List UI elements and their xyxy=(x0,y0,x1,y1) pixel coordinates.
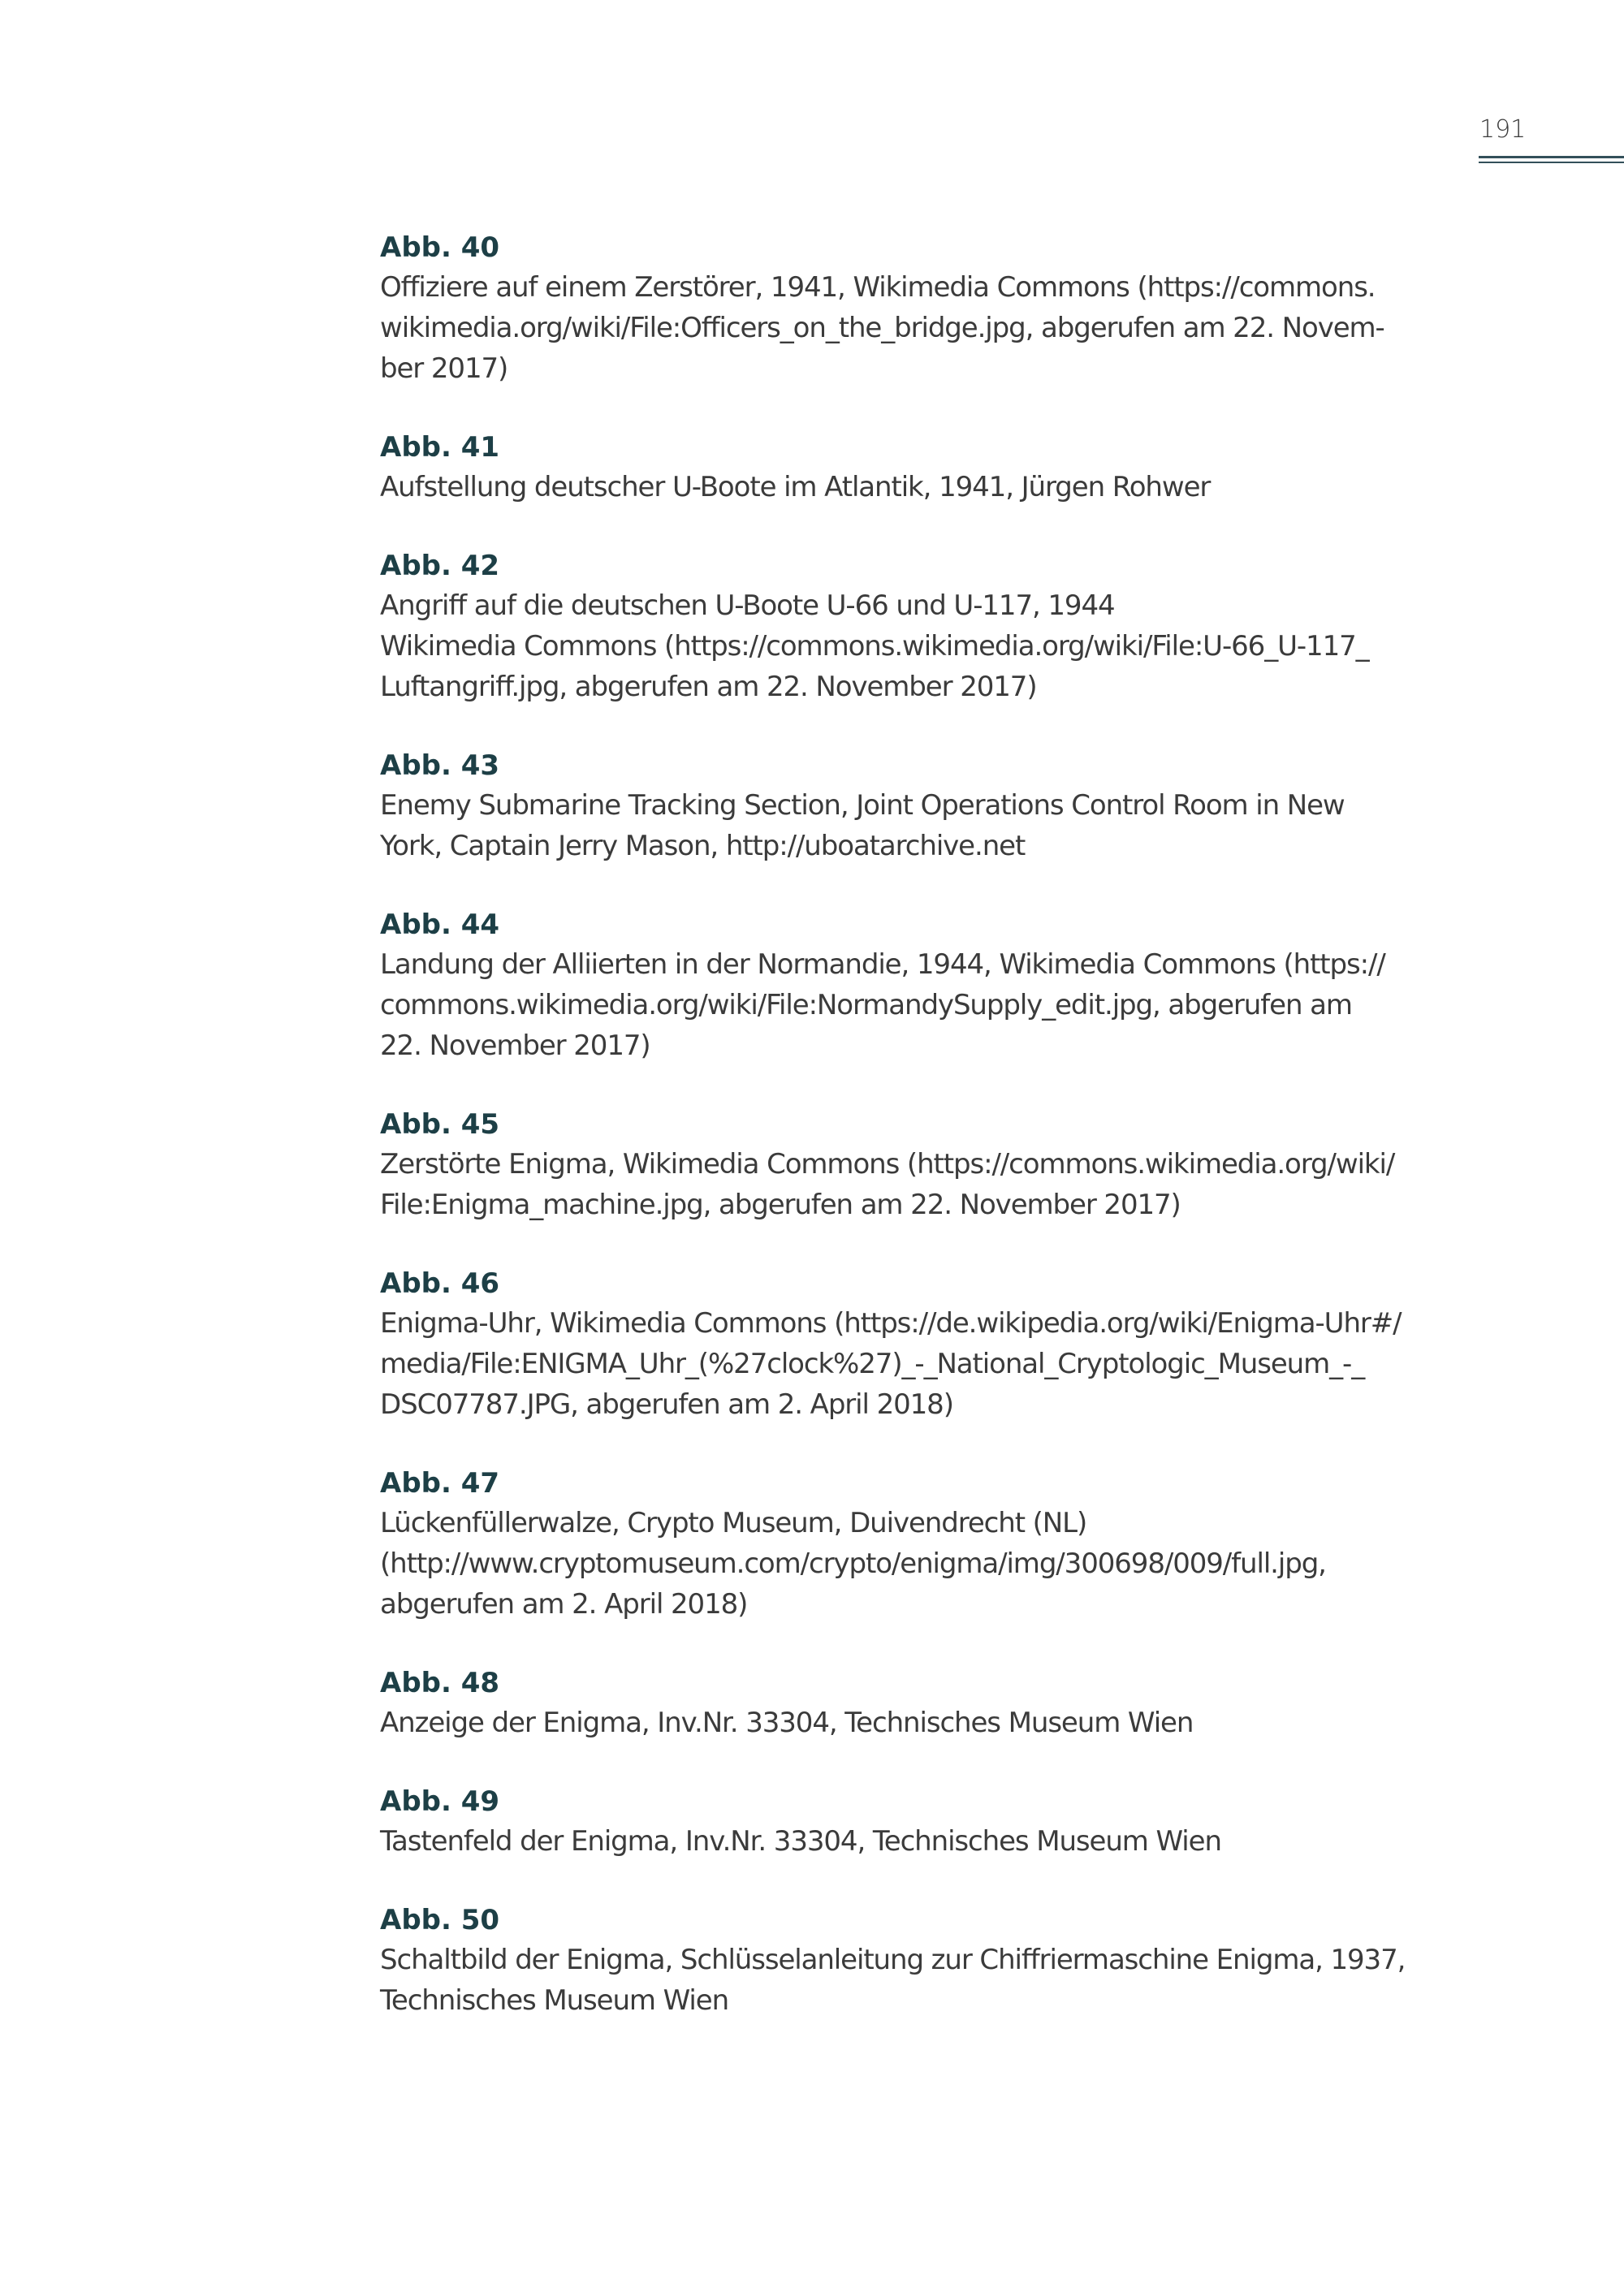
figure-label: Abb. 45 xyxy=(380,1108,500,1141)
figure-credit-entry xyxy=(380,1902,1452,2021)
figure-credit-text xyxy=(380,1303,1452,1425)
page-number: 191 xyxy=(1479,115,1527,144)
figure-credit-text xyxy=(380,1144,1452,1225)
figure-credit-entry xyxy=(380,1465,1452,1625)
figure-credit-entry xyxy=(380,748,1452,866)
figure-label: Abb. 41 xyxy=(380,431,500,464)
figure-label: Abb. 49 xyxy=(380,1785,500,1818)
credit-line: wikimedia.org/wiki/File:Officers_on_the_bridge.jpg, abgerufen am 22. Novem- xyxy=(380,312,1384,344)
figure-credit-text xyxy=(380,585,1452,707)
credit-line: abgerufen am 2. April 2018) xyxy=(380,1588,748,1621)
credit-line: Landung der Alliierten in der Normandie, 1944, Wikimedia Commons (https:// xyxy=(380,948,1385,981)
figure-credit-text xyxy=(380,1821,1452,1862)
credit-line: Enigma-Uhr, Wikimedia Commons (https://de.wikipedia.org/wiki/Enigma-Uhr#/ xyxy=(380,1307,1402,1340)
figure-credit-text xyxy=(380,267,1452,389)
figure-label: Abb. 43 xyxy=(380,749,500,782)
credit-line: Zerstörte Enigma, Wikimedia Commons (https://commons.wikimedia.org/wiki/ xyxy=(380,1148,1395,1181)
figure-credit-text xyxy=(380,467,1452,507)
figure-label: Abb. 50 xyxy=(380,1904,500,1936)
credit-line: York, Captain Jerry Mason, http://uboatarchive.net xyxy=(380,830,1026,862)
credit-line: Luftangriff.jpg, abgerufen am 22. November 2017) xyxy=(380,671,1037,703)
credit-line: (http://www.cryptomuseum.com/crypto/enigma/img/300698/009/full.jpg, xyxy=(380,1547,1326,1580)
figure-credits-list xyxy=(380,230,1452,2061)
figure-label: Abb. 46 xyxy=(380,1267,500,1300)
figure-credit-entry xyxy=(380,1784,1452,1862)
figure-credit-entry xyxy=(380,1665,1452,1743)
figure-credit-entry xyxy=(380,1107,1452,1225)
figure-credit-text xyxy=(380,1940,1452,2021)
figure-credit-text xyxy=(380,785,1452,866)
figure-label: Abb. 42 xyxy=(380,550,500,582)
credit-line: 22. November 2017) xyxy=(380,1029,650,1062)
credit-line: Anzeige der Enigma, Inv.Nr. 33304, Technisches Museum Wien xyxy=(380,1707,1194,1739)
figure-label: Abb. 44 xyxy=(380,909,500,941)
header-rule xyxy=(1479,156,1624,158)
figure-label: Abb. 48 xyxy=(380,1667,500,1699)
figure-label: Abb. 40 xyxy=(380,231,500,264)
header-rule-secondary xyxy=(1479,162,1624,163)
figure-credit-entry xyxy=(380,548,1452,707)
figure-credit-text xyxy=(380,944,1452,1066)
figure-credit-entry xyxy=(380,230,1452,389)
credit-line: commons.wikimedia.org/wiki/File:NormandySupply_edit.jpg, abgerufen am xyxy=(380,989,1352,1021)
figure-credit-text xyxy=(380,1703,1452,1743)
figure-credit-text xyxy=(380,1503,1452,1625)
credit-line: Wikimedia Commons (https://commons.wikimedia.org/wiki/File:U-66_U-117_ xyxy=(380,630,1369,663)
credit-line: Lückenfüllerwalze, Crypto Museum, Duivendrecht (NL) xyxy=(380,1507,1087,1539)
credit-line: ber 2017) xyxy=(380,352,508,385)
figure-credit-entry xyxy=(380,1266,1452,1425)
credit-line: Aufstellung deutscher U-Boote im Atlantik, 1941, Jürgen Rohwer xyxy=(380,471,1211,503)
figure-credit-entry xyxy=(380,429,1452,507)
credit-line: Technisches Museum Wien xyxy=(380,1984,729,2017)
credit-line: File:Enigma_machine.jpg, abgerufen am 22. November 2017) xyxy=(380,1189,1181,1221)
credit-line: media/File:ENIGMA_Uhr_(%27clock%27)_-_National_Cryptologic_Museum_-_ xyxy=(380,1348,1365,1380)
credit-line: Offiziere auf einem Zerstörer, 1941, Wikimedia Commons (https://commons. xyxy=(380,271,1376,304)
credit-line: Tastenfeld der Enigma, Inv.Nr. 33304, Technisches Museum Wien xyxy=(380,1825,1221,1858)
credit-line: Enemy Submarine Tracking Section, Joint Operations Control Room in New xyxy=(380,789,1345,822)
credit-line: Angriff auf die deutschen U-Boote U-66 und U-117, 1944 xyxy=(380,589,1115,622)
credit-line: Schaltbild der Enigma, Schlüsselanleitung zur Chiffriermaschine Enigma, 1937, xyxy=(380,1944,1406,1976)
credit-line: DSC07787.JPG, abgerufen am 2. April 2018) xyxy=(380,1388,953,1421)
figure-label: Abb. 47 xyxy=(380,1467,500,1500)
figure-credit-entry xyxy=(380,907,1452,1066)
